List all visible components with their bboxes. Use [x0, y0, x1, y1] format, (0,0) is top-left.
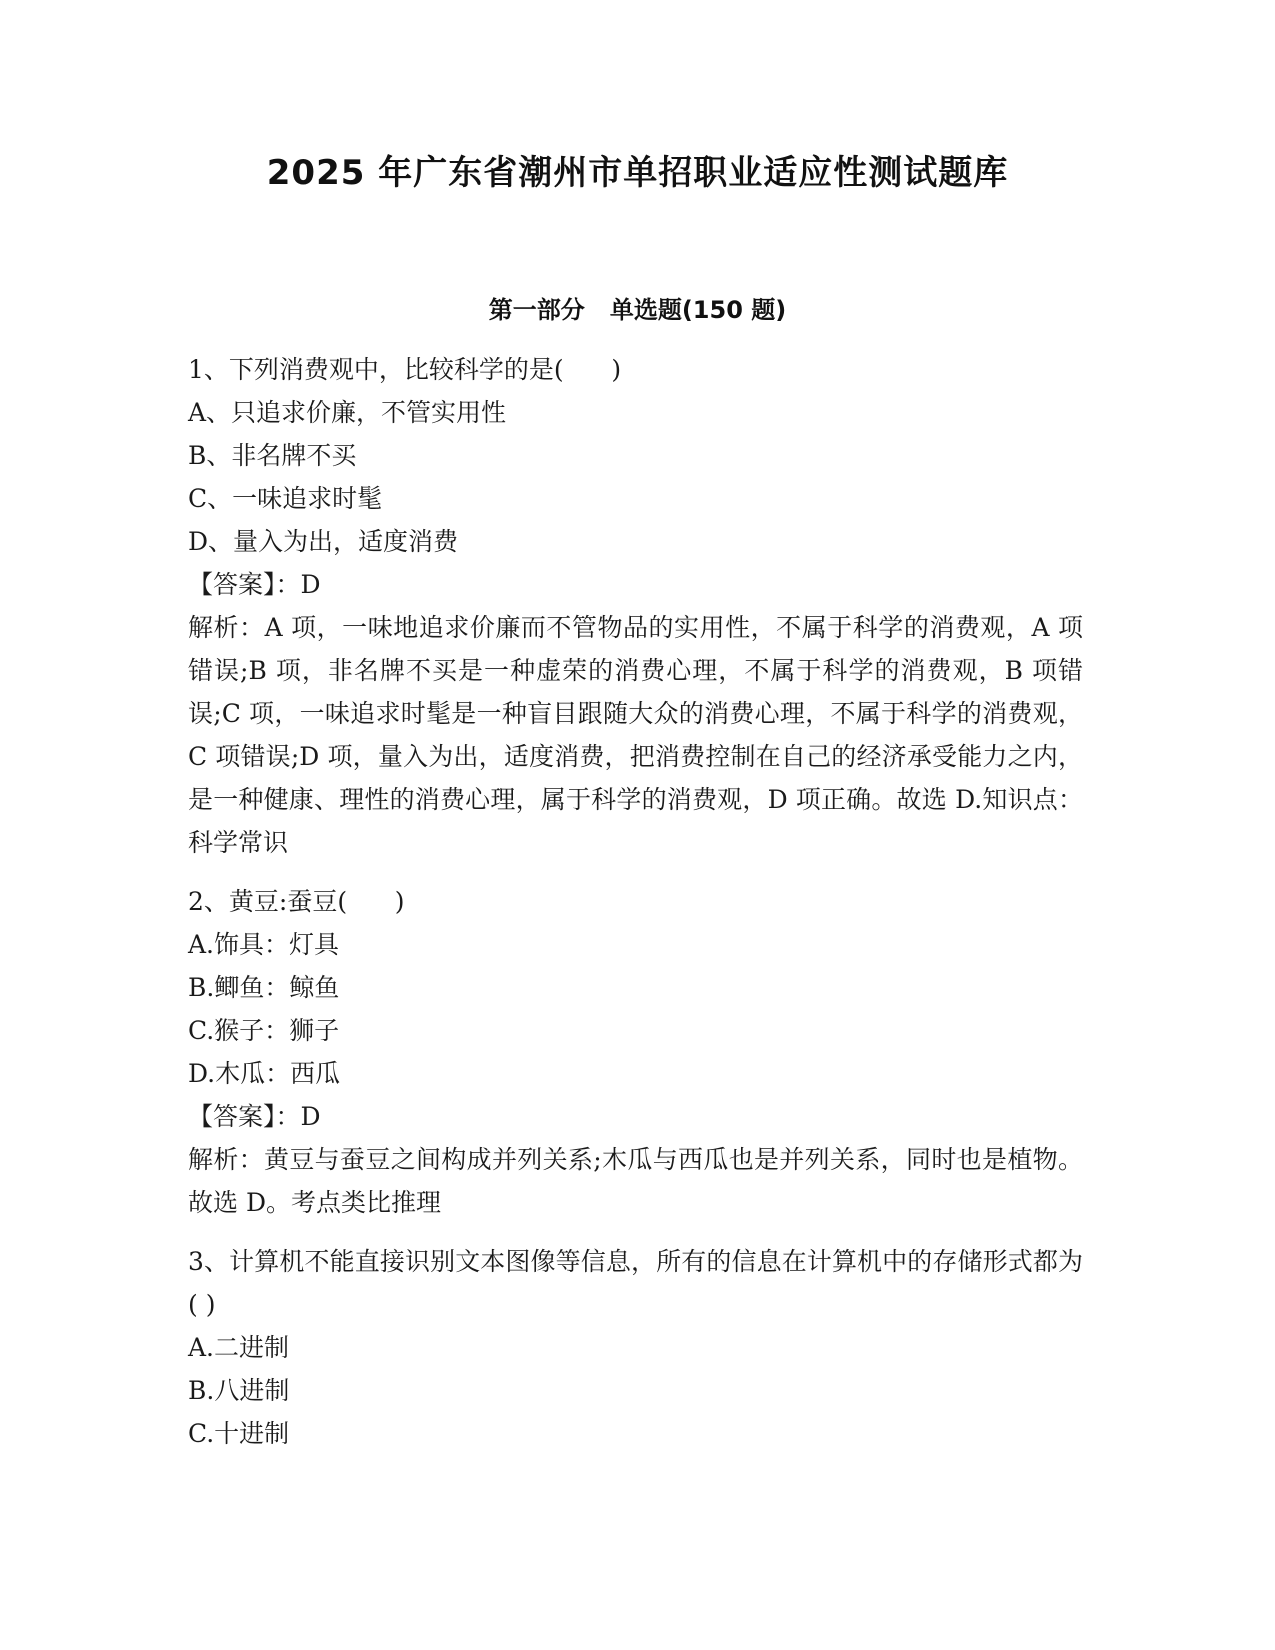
question-stem: 3、计算机不能直接识别文本图像等信息，所有的信息在计算机中的存储形式都为( ): [188, 1247, 1083, 1319]
option-c: C.十进制: [188, 1419, 290, 1448]
option-b: B、非名牌不买: [188, 441, 357, 470]
option-c: C.猴子：狮子: [188, 1016, 340, 1045]
analysis: 解析：黄豆与蚕豆之间构成并列关系;木瓜与西瓜也是并列关系，同时也是植物。故选 D。考点类比推理: [188, 1145, 1083, 1217]
option-a: A.饰具：灯具: [188, 930, 340, 959]
document-title: 2025 年广东省潮州市单招职业适应性测试题库: [266, 153, 1009, 193]
option-b: B.八进制: [188, 1376, 290, 1405]
option-a: A、只追求价廉，不管实用性: [188, 398, 507, 427]
question-list: [188, 348, 1083, 1455]
option-c: C、一味追求时髦: [188, 484, 383, 513]
answer: 【答案】：D: [188, 570, 321, 599]
analysis: 解析：A 项，一味地追求价廉而不管物品的实用性，不属于科学的消费观，A 项错误;B 项，非名牌不买是一种虚荣的消费心理，不属于科学的消费观，B 项错误;C 项，一味追求时髦是一种盲目跟随大众的消费心理，不属于科学的消费观，C 项错误;D 项，量入为出，适度消费，把消费控制在自己的经济承受能力之内，是一种健康、理性的消费心理，属于科学的消费观，D 项正确。故选 D.知识点：科学常识: [188, 613, 1083, 857]
question-2: [188, 880, 1083, 1224]
option-b: B.鲫鱼：鲸鱼: [188, 973, 340, 1002]
option-a: A.二进制: [188, 1333, 290, 1362]
section-title: 第一部分 单选题(150 题): [488, 296, 787, 324]
option-d: D.木瓜：西瓜: [188, 1059, 341, 1088]
answer: 【答案】：D: [188, 1102, 321, 1131]
question-1: [188, 348, 1083, 864]
question-stem: 1、下列消费观中，比较科学的是( ): [188, 355, 622, 384]
question-3: [188, 1240, 1083, 1455]
option-d: D、量入为出，适度消费: [188, 527, 459, 556]
question-stem: 2、黄豆:蚕豆( ): [188, 887, 405, 916]
